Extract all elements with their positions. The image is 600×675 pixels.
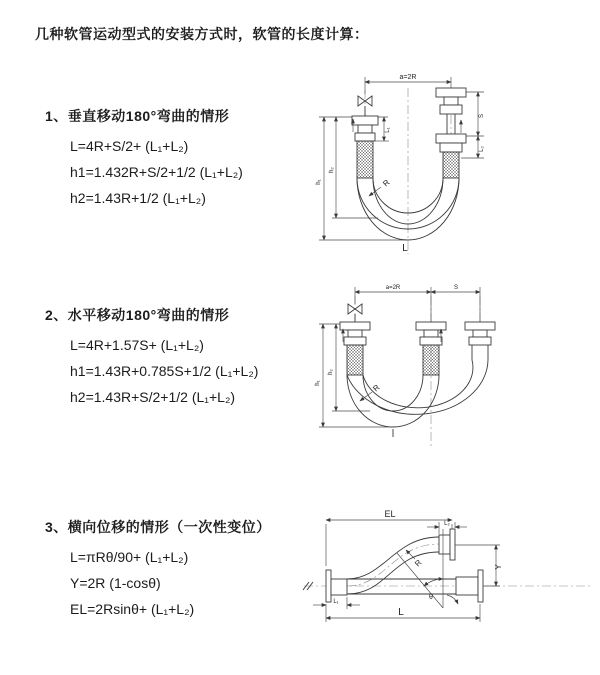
label-a2r: a=2R (399, 74, 417, 81)
radius-leader (360, 392, 372, 401)
label-l: L (398, 607, 404, 618)
section-1-heading: 1、垂直移动180°弯曲的情形 (45, 108, 230, 124)
formula-2-L: L=4R+1.57S+ (L₁+L₂) (70, 337, 204, 353)
label-a2r: a=2R (385, 285, 401, 291)
label-l1: L₁ (333, 599, 339, 605)
formula-1-h1: h1=1.432R+S/2+1/2 (L₁+L₂) (70, 164, 243, 180)
label-h1: h₁ (316, 179, 322, 185)
label-theta: θ (429, 594, 433, 601)
left-pipe-fitting (340, 322, 370, 375)
centerlines (355, 296, 480, 446)
formula-3-EL: EL=2Rsinθ+ (L₁+L₂) (70, 601, 195, 617)
section-horizontal-movement (45, 305, 258, 410)
section-vertical-movement (45, 106, 243, 211)
section-2-heading: 2、水平移动180°弯曲的情形 (45, 307, 230, 323)
label-r: R (371, 382, 382, 394)
section-lateral-displacement (45, 517, 271, 622)
formula-1-h2: h2=1.43R+1/2 (L₁+L₂) (70, 190, 206, 206)
middle-pipe-fitting (416, 322, 446, 375)
hose-curves (347, 360, 488, 437)
formula-3-Y: Y=2R (1-cosθ) (70, 575, 161, 591)
diagram-horizontal-180-bend (308, 280, 598, 455)
left-flange (326, 570, 347, 602)
label-l: L (402, 243, 408, 254)
label-s: S (453, 285, 459, 291)
label-l2: L₂ (479, 146, 485, 152)
diagram-vertical-180-bend (308, 70, 598, 260)
right-pipe-fitting (465, 322, 495, 360)
label-h2: h₂ (328, 369, 334, 375)
label-l1: L₁ (385, 127, 391, 133)
label-h2: h₂ (329, 167, 335, 173)
label-el: EL (384, 509, 396, 519)
left-pipe-fitting (352, 116, 378, 178)
label-l2: L₂ (444, 521, 450, 527)
formula-2-h2: h2=1.43R+S/2+1/2 (L₁+L₂) (70, 389, 236, 405)
label-r: R (381, 177, 392, 189)
diagram-lateral-displacement (298, 500, 598, 645)
page-title: 几种软管运动型式的安装方式时，软管的长度计算： (35, 26, 369, 42)
displaced-flange (439, 529, 455, 560)
label-s: S (479, 113, 485, 119)
label-h1: h₁ (315, 380, 321, 386)
formula-1-L: L=4R+S/2+ (L₁+L₂) (70, 138, 189, 154)
dimension-top (355, 287, 480, 322)
radius-leader (406, 550, 415, 559)
formula-3-L: L=πRθ/90+ (L₁+L₂) (70, 549, 189, 565)
label-r: R (413, 558, 424, 569)
formula-2-h1: h1=1.43R+0.785S+1/2 (L₁+L₂) (70, 363, 259, 379)
section-3-heading: 3、横向位移的情形（一次性变位） (45, 519, 271, 535)
label-y: Y (494, 564, 503, 570)
